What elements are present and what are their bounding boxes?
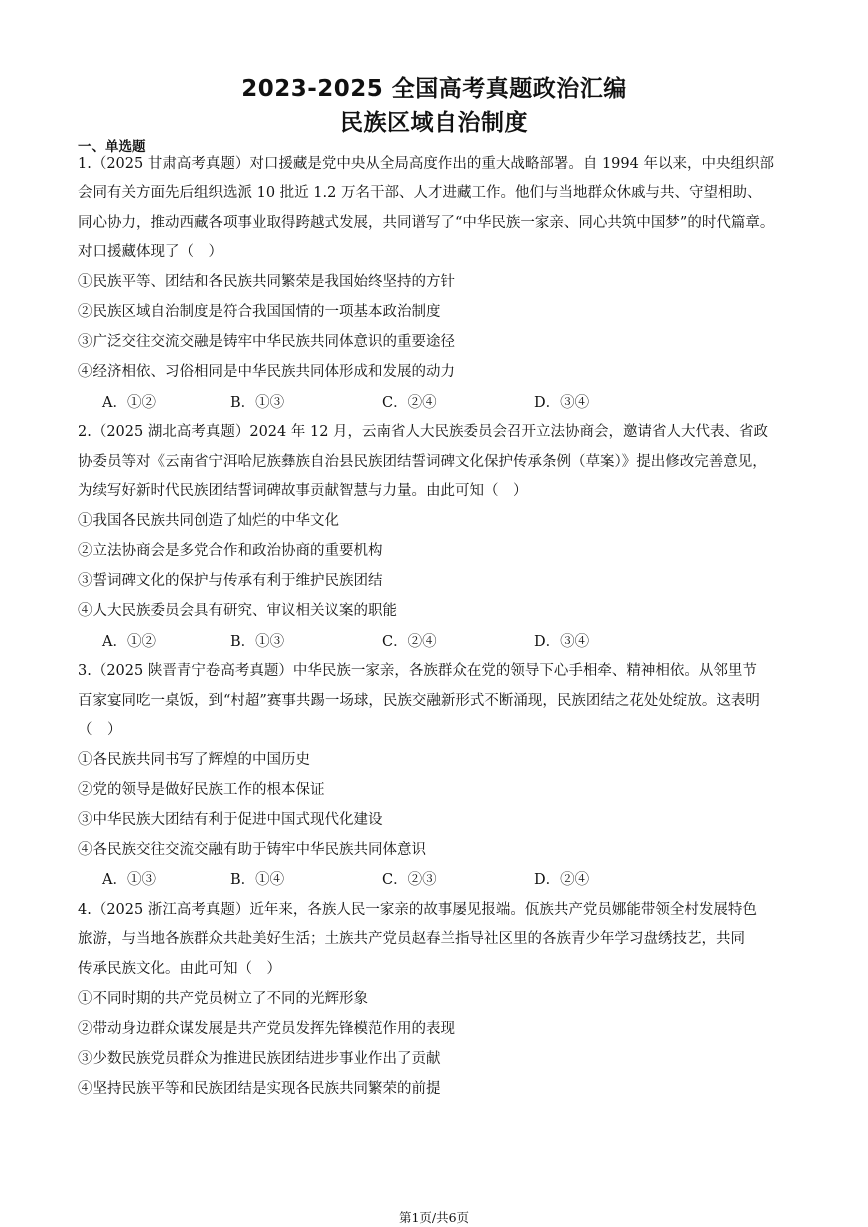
question-1-stem-line: 会同有关方面先后组织选派 10 批近 1.2 万名干部、人才进藏工作。他们与当地群众休戚与共、守望相助、 bbox=[78, 185, 762, 201]
question-1-stem-line: 对口援藏体现了（ ） bbox=[78, 244, 223, 260]
question-2-stem-line: 协委员等对《云南省宁洱哈尼族彝族自治县民族团结誓词碑文化保护传承条例（草案）》提出修改完善意见， bbox=[78, 454, 767, 470]
question-2-choice-b: B．①③ bbox=[230, 634, 285, 650]
document-title: 2023-2025 全国高考真题政治汇编 bbox=[241, 76, 627, 102]
question-1-stem-line: 1.（2025 甘肃高考真题）对口援藏是党中央从全局高度作出的重大战略部署。自 1994 年以来，中央组织部 bbox=[78, 156, 774, 172]
question-1-option: ②民族区域自治制度是符合我国国情的一项基本政治制度 bbox=[78, 304, 441, 320]
question-1-option: ①民族平等、团结和各民族共同繁荣是我国始终坚持的方针 bbox=[78, 274, 455, 290]
page-number: 第1页/共6页 bbox=[398, 1210, 470, 1225]
question-3-stem-line: 百家宴同吃一桌饭，到“村超”赛事共踢一场球，民族交融新形式不断涌现，民族团结之花处处绽放。这表明 bbox=[78, 693, 760, 709]
question-4-option: ①不同时期的共产党员树立了不同的光辉形象 bbox=[78, 991, 368, 1007]
question-1-choice-b: B．①③ bbox=[230, 395, 285, 411]
question-3-option: ③中华民族大团结有利于促进中国式现代化建设 bbox=[78, 812, 383, 828]
question-2-option: ①我国各民族共同创造了灿烂的中华文化 bbox=[78, 513, 339, 529]
question-2-choice-d: D．③④ bbox=[534, 634, 590, 650]
question-4-option: ③少数民族党员群众为推进民族团结进步事业作出了贡献 bbox=[78, 1051, 441, 1067]
question-3-stem-line: 3.（2025 陕晋青宁卷高考真题）中华民族一家亲，各族群众在党的领导下心手相牵、精神相依。从邻里节 bbox=[78, 663, 757, 679]
question-3-choice-a: A．①③ bbox=[102, 872, 156, 888]
document-subtitle: 民族区域自治制度 bbox=[340, 110, 528, 136]
question-2-option: ④人大民族委员会具有研究、审议相关议案的职能 bbox=[78, 603, 397, 619]
question-2-choice-a: A．①② bbox=[102, 634, 156, 650]
question-3-option: ②党的领导是做好民族工作的根本保证 bbox=[78, 782, 325, 798]
question-2-stem-line: 2.（2025 湖北高考真题）2024 年 12 月，云南省人大民族委员会召开立法协商会，邀请省人大代表、省政 bbox=[78, 424, 769, 440]
question-1-stem-line: 同心协力，推动西藏各项事业取得跨越式发展，共同谱写了“中华民族一家亲、同心共筑中国梦”的时代篇章。 bbox=[78, 215, 775, 231]
question-4-stem-line: 旅游，与当地各族群众共赴美好生活；土族共产党员赵春兰指导社区里的各族青少年学习盘绣技艺，共同 bbox=[78, 931, 745, 947]
question-4-stem-line: 传承民族文化。由此可知（ ） bbox=[78, 961, 281, 977]
question-3-choice-b: B．①④ bbox=[230, 872, 285, 888]
question-1-option: ③广泛交往交流交融是铸牢中华民族共同体意识的重要途径 bbox=[78, 334, 455, 350]
question-2-option: ②立法协商会是多党合作和政治协商的重要机构 bbox=[78, 543, 383, 559]
question-3-stem-line: （ ） bbox=[78, 722, 122, 738]
question-3-option: ④各民族交往交流交融有助于铸牢中华民族共同体意识 bbox=[78, 842, 426, 858]
question-4-option: ④坚持民族平等和民族团结是实现各民族共同繁荣的前提 bbox=[78, 1081, 441, 1097]
question-3-choice-c: C．②③ bbox=[382, 872, 437, 888]
question-2-choice-c: C．②④ bbox=[382, 634, 437, 650]
question-1-choice-a: A．①② bbox=[102, 395, 156, 411]
question-4-option: ②带动身边群众谋发展是共产党员发挥先锋模范作用的表现 bbox=[78, 1021, 455, 1037]
question-3-option: ①各民族共同书写了辉煌的中国历史 bbox=[78, 752, 310, 768]
question-1-option: ④经济相依、习俗相同是中华民族共同体形成和发展的动力 bbox=[78, 364, 455, 380]
question-2-stem-line: 为续写好新时代民族团结誓词碑故事贡献智慧与力量。由此可知（ ） bbox=[78, 483, 528, 499]
question-1-choice-c: C．②④ bbox=[382, 395, 437, 411]
question-4-stem-line: 4.（2025 浙江高考真题）近年来，各族人民一家亲的故事屡见报端。佤族共产党员娜能带领全村发展特色 bbox=[78, 902, 757, 918]
question-3-choice-d: D．②④ bbox=[534, 872, 590, 888]
section-heading: 一、单选题 bbox=[78, 139, 146, 155]
question-2-option: ③誓词碑文化的保护与传承有利于维护民族团结 bbox=[78, 573, 383, 589]
question-1-choice-d: D．③④ bbox=[534, 395, 590, 411]
